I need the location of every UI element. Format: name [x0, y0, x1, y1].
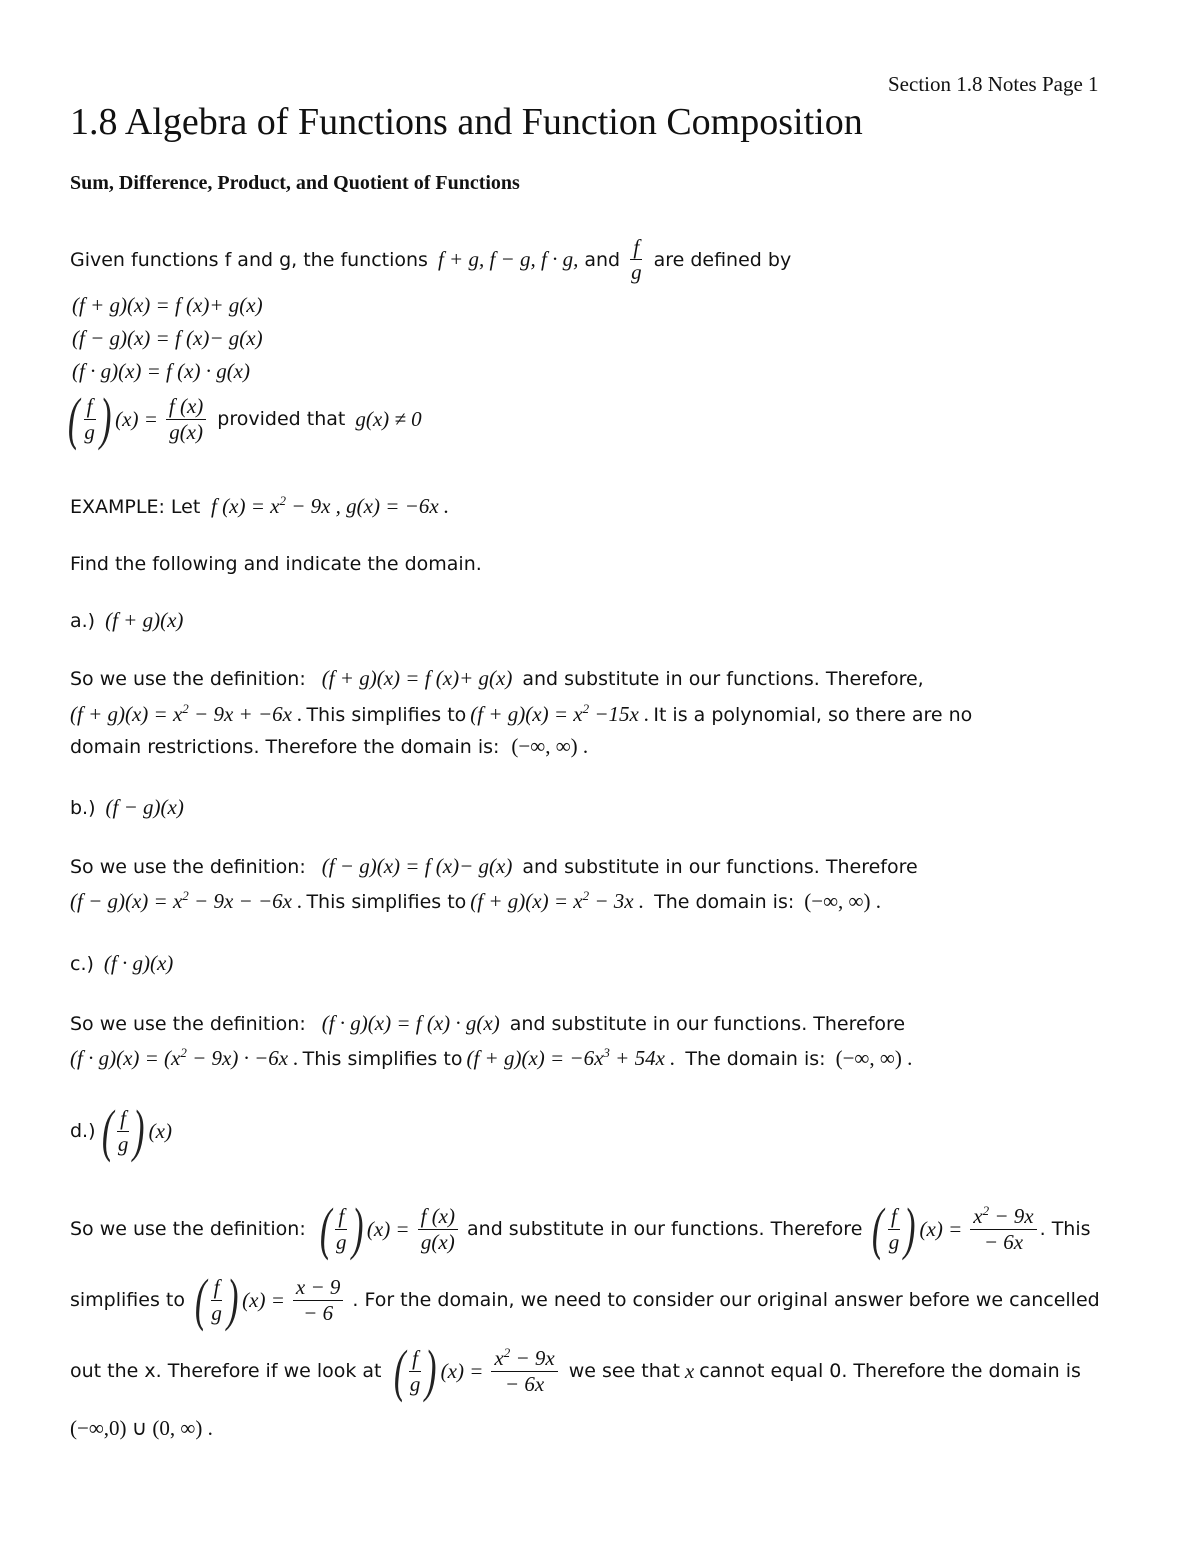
part-c-expr: (f · g)(x) — [103, 951, 174, 975]
part-b-line2: $(f - g)(x) = x^2 - 9x - -6x$ . This simplifies to $(f + g)(x) = x^2 - 3x$ . The domain is: (−∞, ∞) . — [70, 888, 882, 913]
part-d-domain: (−∞,0) ∪ (0, ∞) . — [70, 1416, 213, 1440]
intro-text: Given functions f and g, the functions — [70, 248, 428, 271]
intro-line — [70, 235, 791, 284]
def-quot-provided: provided that — [217, 408, 346, 430]
intro-fg-list: f + g, f − g, f · g, — [437, 247, 579, 272]
page-title: 1.8 Algebra of Functions and Function Composition — [70, 101, 863, 143]
intro-and: and — [584, 248, 621, 271]
section-subtitle: Sum, Difference, Product, and Quotient of Functions — [70, 172, 520, 194]
intro-fraction — [628, 235, 645, 284]
def-quot-cond: g(x) ≠ 0 — [355, 406, 422, 431]
part-d-fg: ( $\frac{f}{g}$ ) — [101, 1098, 145, 1163]
def-quot-den: g(x) — [169, 419, 203, 444]
def-quot-lhs: (x) = — [115, 406, 158, 431]
def-sum: (f + g)(x) = f (x)+ g(x) — [72, 293, 263, 317]
def-prod: (f · g)(x) = f (x) · g(x) — [72, 359, 250, 383]
part-c-line1: So we use the definition: (f · g)(x) = f (x) · g(x) and substitute in our functions. Therefore — [70, 1011, 906, 1035]
part-a-line1: So we use the definition: (f + g)(x) = f (x)+ g(x) and substitute in our functions. Therefore, — [70, 666, 924, 690]
part-d-line3: out the x. Therefore if we look at ( $\frac{f}{g}$ ) (x) = $\frac{x^2 - 9x}{- 6x}$ we see that x cannot equal 0. Therefore the domain is — [70, 1338, 1081, 1403]
example-label: EXAMPLE: Let — [70, 496, 201, 518]
def-quot-fg: ( $\frac{f}{g}$ ) — [67, 386, 112, 451]
part-a-expr: (f + g)(x) — [105, 608, 184, 632]
part-d-expr: (x) — [148, 1118, 172, 1143]
part-d-heading — [70, 1098, 172, 1163]
part-b-heading — [70, 795, 184, 820]
part-a-line2: $(f + g)(x) = x^2 - 9x + -6x$ . This simplifies to $(f + g)(x) = x^2 -15x$ . It is a polynomial, so there are no — [70, 701, 973, 726]
page-header: Section 1.8 Notes Page 1 — [888, 72, 1099, 96]
def-quot — [64, 386, 422, 451]
example-fdef: f $(x) = x^2 - 9x$ , g(x) = −6x . — [211, 493, 450, 518]
intro-frac-den: g — [631, 260, 642, 285]
intro-text-after: are defined by — [653, 248, 792, 271]
part-b-label: b.) — [70, 797, 96, 819]
part-a-label: a.) — [70, 610, 96, 632]
def-diff: (f − g)(x) = f (x)− g(x) — [72, 326, 263, 350]
part-b-line1: So we use the definition: (f − g)(x) = f (x)− g(x) and substitute in our functions. Therefore — [70, 854, 918, 878]
part-d-line2: simplifies to ( $\frac{f}{g}$ ) (x) = $\frac{x - 9}{- 6}$ . For the domain, we need to consider our original answer before we cancelled — [70, 1267, 1100, 1332]
part-b-expr: (f − g)(x) — [105, 795, 184, 819]
instruction: Find the following and indicate the domain. — [70, 553, 482, 575]
def-quot-num: f (x) — [166, 394, 206, 419]
part-c-heading — [70, 951, 173, 976]
part-c-label: c.) — [70, 953, 94, 975]
part-c-line2: $(f \cdot g)(x) = (x^2 - 9x) \cdot -6x$ . This simplifies to $(f + g)(x) = -6x^3 + 54x$ . The domain is: (−∞, ∞) . — [70, 1045, 913, 1070]
part-a-heading — [70, 608, 183, 633]
example-line — [70, 494, 449, 519]
part-a-line3: domain restrictions. Therefore the domain is: (−∞, ∞) . — [70, 734, 589, 758]
part-d-label: d.) — [70, 1120, 96, 1142]
part-d-line1: So we use the definition: ( $\frac{f}{g}$ ) (x) = $\frac{f (x)}{g(x)}$ and substitute in our functions. Therefore ( $\frac{f}{g}$ ) (x) = $\frac{x^2 - 9x}{- 6x}$ . This — [70, 1196, 1091, 1261]
def-quot-frac — [166, 394, 206, 443]
intro-frac-num: f — [630, 235, 642, 260]
